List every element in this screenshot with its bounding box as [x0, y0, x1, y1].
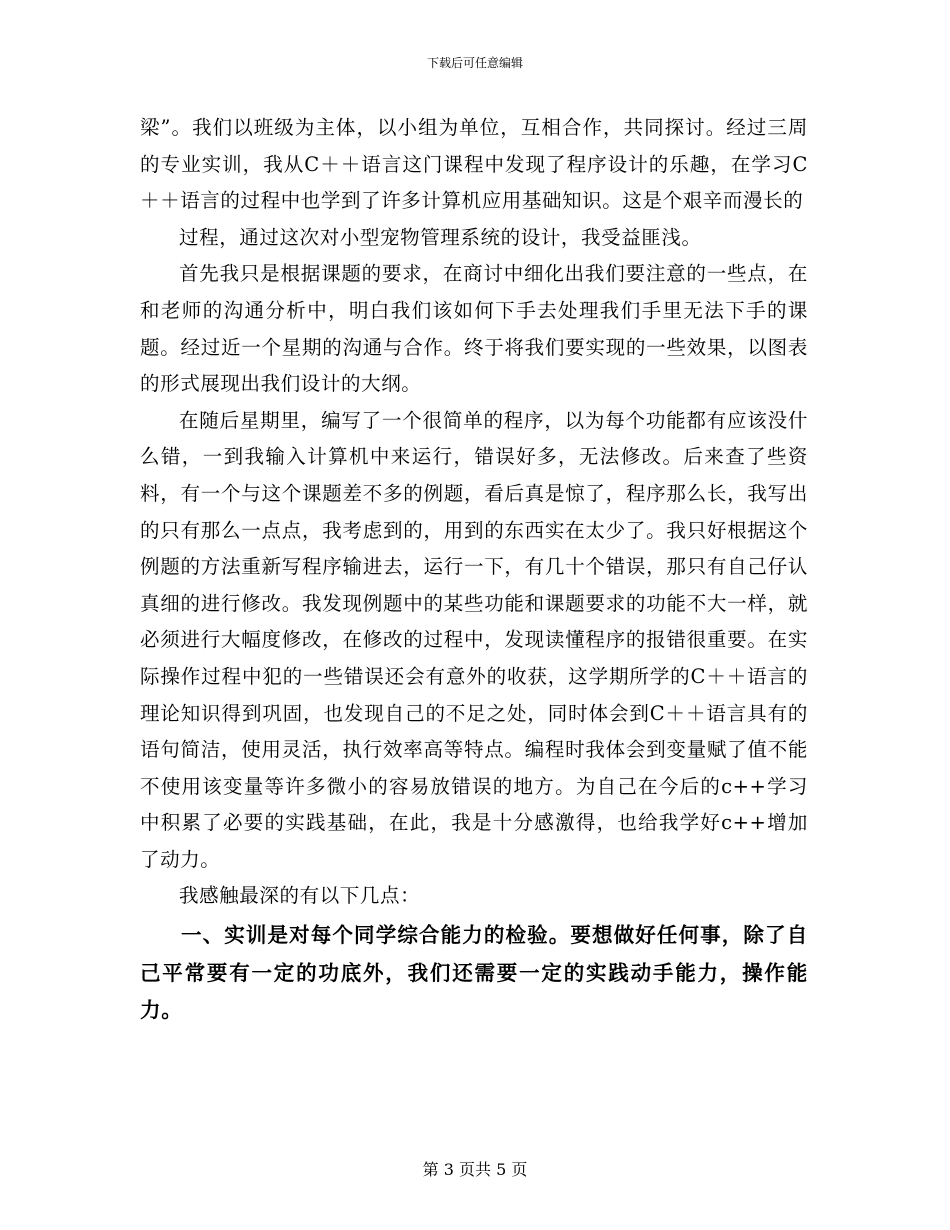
paragraph-programming: 在随后星期里，编写了一个很简单的程序，以为每个功能都有应该没什么错，一到我输入计算机中来运行，错误好多，无法修改。后来查了些资料，有一个与这个课题差不多的例题，看后真是惊了，程序那么长，我写出的只有那么一点点，我考虑到的，用到的东西实在太少了。我只好根据这个例题的方法重新写程序输进去，运行一下，有几十个错误，那只有自己仔认真细的进行修改。我发现例题中的某些功能和课题要求的功能不大一样，就必须进行大幅度修改，在修改的过程中，发现读懂程序的报错很重要。在实际操作过程中犯的一些错误还会有意外的收获，这学期所学的C＋＋语言的理论知识得到巩固，也发现自己的不足之处，同时体会到C＋＋语言具有的语句简洁，使用灵活，执行效率高等特点。编程时我体会到变量赋了值不能不使用该变量等许多微小的容易放错误的地方。为自己在今后的c++学习中积累了必要的实践基础，在此，我是十分感激得，也给我学好c++增加了动力。	[140, 408, 808, 871]
paragraph-process: 过程，通过这次对小型宠物管理系统的设计，我受益匪浅。	[179, 225, 702, 249]
paragraph-point-one: 一、实训是对每个同学综合能力的检验。要想做好任何事，除了自己平常要有一定的功底外，我们还需要一定的实践动手能力，操作能力。	[140, 923, 808, 1023]
page-header: 下载后可任意编辑	[426, 56, 523, 70]
paragraph-continuation: 梁”。我们以班级为主体，以小组为单位，互相合作，共同探讨。经过三周的专业实训，我从C＋＋语言这门课程中发现了程序设计的乐趣，在学习C＋＋语言的过程中也学到了许多计算机应用基础知识。这是个艰辛而漫长的	[140, 116, 808, 213]
document-body	[140, 110, 808, 1030]
paragraph-reflection-intro: 我感触最深的有以下几点：	[179, 884, 421, 908]
page-footer: 第 3 页共 5 页	[422, 1160, 528, 1179]
paragraph-first-step: 首先我只是根据课题的要求，在商讨中细化出我们要注意的一些点，在和老师的沟通分析中，明白我们该如何下手去处理我们手里无法下手的课题。经过近一个星期的沟通与合作。终于将我们要实现的一些效果，以图表的形式展现出我们设计的大纲。	[140, 262, 808, 396]
